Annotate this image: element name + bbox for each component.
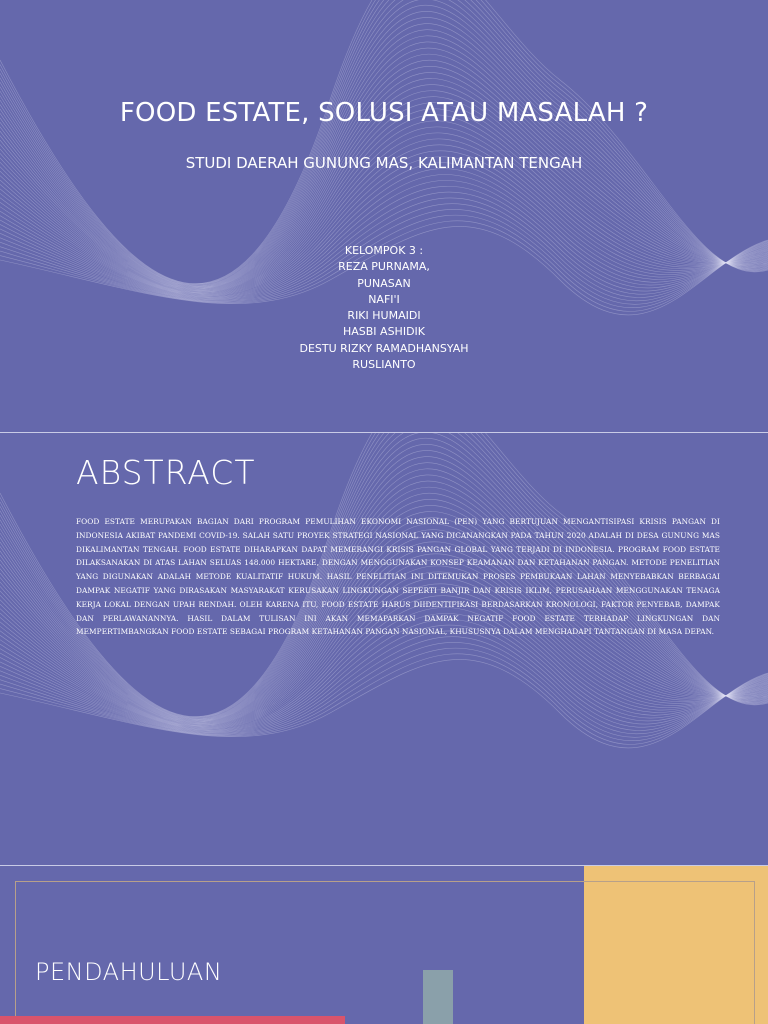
member-line: PUNASAN xyxy=(357,276,411,290)
abstract-heading: ABSTRACT xyxy=(76,453,256,492)
member-line: RUSLIANTO xyxy=(352,358,416,372)
slide-title: FOOD ESTATE, SOLUSI ATAU MASALAH ? xyxy=(119,98,649,128)
title-slide xyxy=(0,0,768,432)
member-line: HASBI ASHIDIK xyxy=(342,325,426,339)
member-line: DESTU RIZKY RAMADHANSYAH xyxy=(299,341,469,355)
teal-accent-bar xyxy=(423,970,453,1024)
abstract-slide xyxy=(0,433,768,865)
pendahuluan-slide xyxy=(0,866,768,1024)
abstract-body: FOOD ESTATE MERUPAKAN BAGIAN DARI PROGRAM PEMULIHAN EKONOMI NASIONAL (PEN) YANG BERTUJUAN MENGANTISIPASI KRISIS PANGAN DI INDONESIA AKIBAT PANDEMI COVID-19. SALAH SATU PROYEK STRATEGI NASIONAL YANG DICANANGKAN PADA TAHUN 2020 ADALAH DI DESA GUNUNG MAS DIKALIMANTAN TENGAH. FOOD ESTATE DIHARAPKAN DAPAT MEMERANGI KRISIS PANGAN GLOBAL YANG TERJADI DI INDONESIA. PROGRAM FOOD ESTATE DILAKSANAKAN DI ATAS LAHAN SELUAS 148.000 HEKTARE, DENGAN MENGGUNAKAN KONSEP KEAMANAN DAN KETAHANAN PANGAN. METODE PENELITIAN YANG DIGUNAKAN ADALAH METODE KUALITATIF HUKUM. HASIL PENELITIAN INI DITEMUKAN PROSES PEMBUKAAN LAHAN MENYEBABKAN BERBAGAI DAMPAK NEGATIF YANG DIRASAKAN MASYARAKAT KERUSAKAN LINGKUNGAN SEPERTI BANJIR DAN KRISIS IKLIM, PERUSAHAAN MENGGUNAKAN TENAGA KERJA LOKAL DENGAN UPAH RENDAH. OLEH KARENA ITU, FOOD ESTATE HARUS DIIDENTIFIKASI BERDASARKAN KRONOLOGI, FAKTOR PENYEBAB, DAMPAK DAN PERLAWANANNYA. HASIL DALAM TULISAN INI AKAN MEMAPARKAN DAMPAK NEGATIF FOOD ESTATE TERHADAP LINGKUNGAN DAN MEMPERTIMBANGKAN FOOD ESTATE SEBAGAI PROGRAM KETAHANAN PANGAN NASIONAL, KHUSUSNYA DALAM MENGHADAPI TANTANGAN DI MASA DEPAN. xyxy=(76,517,720,637)
section-heading: PENDAHULUAN xyxy=(35,958,223,986)
red-accent-bar xyxy=(0,1016,345,1024)
member-line: REZA PURNAMA, xyxy=(338,260,430,274)
outline-frame xyxy=(15,881,755,1024)
wave-lines-decoration xyxy=(0,433,768,865)
slide-subtitle: STUDI DAERAH GUNUNG MAS, KALIMANTAN TENGAH xyxy=(185,154,583,172)
member-line: RIKI HUMAIDI xyxy=(347,309,421,323)
member-list xyxy=(0,243,768,373)
wave-line xyxy=(0,0,768,284)
member-line: NAFI'I xyxy=(368,292,400,306)
member-line: KELOMPOK 3 : xyxy=(344,244,424,257)
